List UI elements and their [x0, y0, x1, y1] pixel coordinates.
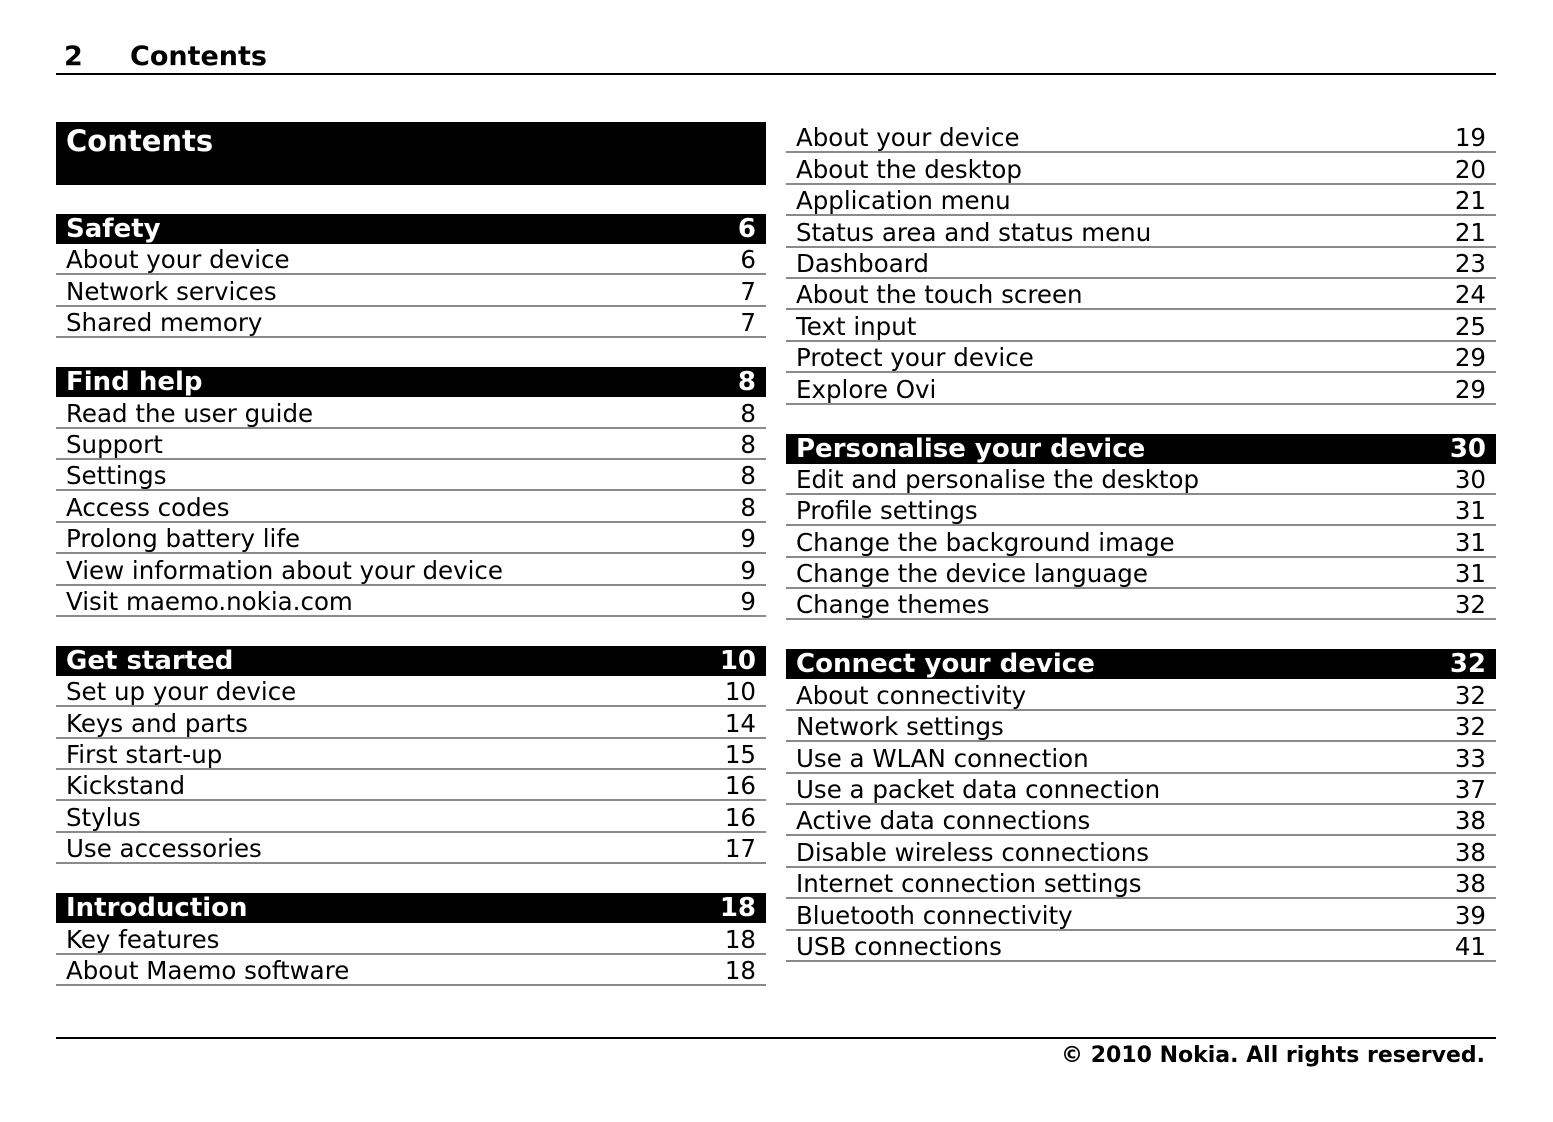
introduction-continued [786, 122, 1496, 405]
toc-entry-label: About your device [796, 123, 1020, 153]
toc-entry[interactable] [56, 955, 766, 986]
toc-entry[interactable] [786, 899, 1496, 930]
toc-entry[interactable] [786, 373, 1496, 404]
toc-entry[interactable] [786, 342, 1496, 373]
toc-left-column [56, 122, 766, 1015]
toc-entry-page: 32 [1454, 590, 1486, 620]
toc-entry-page: 10 [724, 677, 756, 707]
toc-entry[interactable] [786, 836, 1496, 867]
toc-section [56, 893, 766, 986]
toc-entry-label: Edit and personalise the desktop [796, 464, 1200, 494]
toc-section-heading[interactable] [56, 367, 766, 397]
section-title: Safety [66, 214, 161, 244]
toc-entry-page: 29 [1454, 374, 1486, 404]
toc-entry-label: Read the user guide [66, 398, 314, 428]
toc-entry[interactable] [786, 464, 1496, 495]
toc-entry[interactable] [56, 801, 766, 832]
toc-entry-label: Protect your device [796, 343, 1034, 373]
toc-entry-page: 41 [1454, 931, 1486, 961]
toc-section-heading[interactable] [56, 646, 766, 676]
toc-entry-label: Profile settings [796, 496, 978, 526]
toc-entry-label: Stylus [66, 802, 141, 832]
toc-entry[interactable] [56, 707, 766, 738]
section-page: 18 [719, 893, 756, 924]
toc-section-heading[interactable] [56, 214, 766, 244]
toc-entry-label: Explore Ovi [796, 374, 937, 404]
toc-entry-page: 20 [1454, 154, 1486, 184]
section-page: 10 [719, 645, 756, 676]
toc-entry-page: 9 [740, 586, 756, 616]
toc-entry[interactable] [56, 739, 766, 770]
toc-entry-label: Use accessories [66, 834, 262, 864]
toc-entry[interactable] [786, 153, 1496, 184]
toc-entry-page: 18 [724, 924, 756, 954]
toc-entry-page: 38 [1454, 869, 1486, 899]
section-title: Connect your device [796, 649, 1095, 680]
toc-section [56, 646, 766, 864]
toc-entry-page: 17 [724, 834, 756, 864]
toc-entry-page: 7 [740, 276, 756, 306]
toc-entry-label: First start-up [66, 740, 223, 770]
toc-entry[interactable] [56, 491, 766, 522]
toc-entry[interactable] [786, 805, 1496, 836]
toc-entry-label: Disable wireless connections [796, 837, 1150, 867]
toc-entry-label: Use a WLAN connection [796, 743, 1089, 773]
toc-entry[interactable] [786, 679, 1496, 710]
toc-entry-label: Settings [66, 461, 167, 491]
toc-entry-label: About your device [66, 245, 290, 275]
toc-entry-label: Keys and parts [66, 708, 248, 738]
toc-entry[interactable] [786, 711, 1496, 742]
toc-entry-page: 18 [724, 956, 756, 986]
toc-entry-label: Kickstand [66, 771, 185, 801]
toc-entry-label: About Maemo software [66, 956, 350, 986]
toc-entry-page: 15 [724, 740, 756, 770]
toc-entry-label: Application menu [796, 186, 1011, 216]
toc-entry-page: 25 [1454, 311, 1486, 341]
toc-entry-page: 8 [740, 429, 756, 459]
toc-entry-label: Key features [66, 924, 220, 954]
toc-entry-label: USB connections [796, 931, 1002, 961]
toc-entry-label: Prolong battery life [66, 524, 301, 554]
toc-entry-label: Change the background image [796, 527, 1175, 557]
toc-section [786, 649, 1496, 962]
section-page: 32 [1449, 649, 1486, 680]
toc-entry-label: Internet connection settings [796, 869, 1142, 899]
toc-entry-label: About the touch screen [796, 280, 1083, 310]
toc-entry-page: 32 [1454, 712, 1486, 742]
toc-entry-label: Bluetooth connectivity [796, 900, 1073, 930]
toc-entry[interactable] [56, 554, 766, 585]
toc-right-column [786, 122, 1496, 991]
toc-entry[interactable] [786, 558, 1496, 589]
toc-entry[interactable] [56, 523, 766, 554]
toc-entry[interactable] [56, 429, 766, 460]
section-title: Introduction [66, 893, 248, 924]
toc-entry-page: 38 [1454, 806, 1486, 836]
toc-entry[interactable] [786, 495, 1496, 526]
toc-entry-page: 30 [1454, 464, 1486, 494]
toc-entry[interactable] [56, 833, 766, 864]
toc-entry-label: Shared memory [66, 308, 263, 338]
toc-entry[interactable] [786, 279, 1496, 310]
toc-entry-page: 6 [740, 245, 756, 275]
toc-entry-label: Status area and status menu [796, 217, 1152, 247]
toc-entry[interactable] [786, 185, 1496, 216]
toc-section-heading[interactable] [56, 893, 766, 923]
toc-entry-label: Active data connections [796, 806, 1091, 836]
running-title: Contents [130, 41, 268, 72]
toc-entry[interactable] [56, 676, 766, 707]
section-title: Find help [66, 367, 203, 398]
toc-entry[interactable] [56, 460, 766, 491]
toc-entry[interactable] [786, 310, 1496, 341]
toc-entry-label: Access codes [66, 492, 230, 522]
toc-entry[interactable] [786, 868, 1496, 899]
toc-entry-page: 19 [1454, 123, 1486, 153]
toc-entry-page: 9 [740, 555, 756, 585]
toc-entry-page: 32 [1454, 680, 1486, 710]
section-title: Get started [66, 645, 234, 676]
toc-entry-page: 16 [724, 771, 756, 801]
toc-entry[interactable] [56, 923, 766, 954]
toc-section [786, 434, 1496, 621]
toc-entry-label: Network settings [796, 712, 1004, 742]
toc-section [56, 214, 766, 338]
toc-entry-label: Change themes [796, 590, 990, 620]
toc-entry[interactable] [786, 248, 1496, 279]
toc-entry-label: Text input [796, 311, 917, 341]
section-title: Personalise your device [796, 433, 1146, 464]
toc-entry[interactable] [56, 275, 766, 306]
toc-entry-page: 29 [1454, 343, 1486, 373]
section-page: 30 [1449, 433, 1486, 464]
toc-entry-page: 23 [1454, 248, 1486, 278]
toc-entry-page: 8 [740, 398, 756, 428]
right-sections [786, 434, 1496, 962]
page-title-text: Contents [66, 124, 214, 158]
section-page: 6 [737, 214, 756, 244]
toc-entry[interactable] [786, 526, 1496, 557]
toc-entry-page: 31 [1454, 496, 1486, 526]
toc-entry[interactable] [786, 589, 1496, 620]
toc-entry-page: 9 [740, 524, 756, 554]
toc-entry-page: 33 [1454, 743, 1486, 773]
footer-rule [56, 1037, 1496, 1039]
toc-entry-page: 21 [1454, 186, 1486, 216]
toc-entry-label: Support [66, 429, 163, 459]
toc-entry[interactable] [786, 931, 1496, 962]
toc-entry-page: 8 [740, 461, 756, 491]
running-header [56, 38, 1496, 75]
toc-entry-page: 31 [1454, 527, 1486, 557]
toc-entry-page: 38 [1454, 837, 1486, 867]
toc-entry[interactable] [786, 774, 1496, 805]
toc-entry-label: Visit maemo.nokia.com [66, 586, 353, 616]
toc-section-heading[interactable] [786, 434, 1496, 464]
toc-entry[interactable] [56, 397, 766, 428]
toc-entry-label: View information about your device [66, 555, 503, 585]
toc-entry-page: 39 [1454, 900, 1486, 930]
toc-section [56, 367, 766, 617]
toc-entry-page: 14 [724, 708, 756, 738]
toc-entry-label: Use a packet data connection [796, 775, 1161, 805]
toc-section-heading[interactable] [786, 649, 1496, 679]
toc-entry-page: 16 [724, 802, 756, 832]
toc-entry-label: About connectivity [796, 680, 1027, 710]
toc-entry-page: 8 [740, 492, 756, 522]
toc-entry-page: 37 [1454, 775, 1486, 805]
toc-entry[interactable] [786, 216, 1496, 247]
toc-entry-page: 21 [1454, 217, 1486, 247]
page-title [56, 122, 766, 185]
toc-entry-label: Set up your device [66, 677, 297, 707]
toc-entry[interactable] [56, 307, 766, 338]
page-number: 2 [64, 41, 83, 72]
toc-entry-label: Change the device language [796, 559, 1148, 589]
section-page: 8 [737, 367, 756, 398]
toc-entry-label: Network services [66, 276, 277, 306]
copyright: © 2010 Nokia. All rights reserved. [1061, 1043, 1485, 1068]
toc-entry-page: 31 [1454, 559, 1486, 589]
toc-entry-page: 24 [1454, 280, 1486, 310]
toc-entry[interactable] [56, 770, 766, 801]
toc-entry[interactable] [786, 122, 1496, 153]
toc-entry[interactable] [56, 586, 766, 617]
left-sections [56, 214, 766, 986]
toc-entry-label: About the desktop [796, 154, 1022, 184]
toc-entry-page: 7 [740, 308, 756, 338]
toc-entry-label: Dashboard [796, 248, 929, 278]
toc-entry[interactable] [786, 742, 1496, 773]
toc-entry[interactable] [56, 244, 766, 275]
